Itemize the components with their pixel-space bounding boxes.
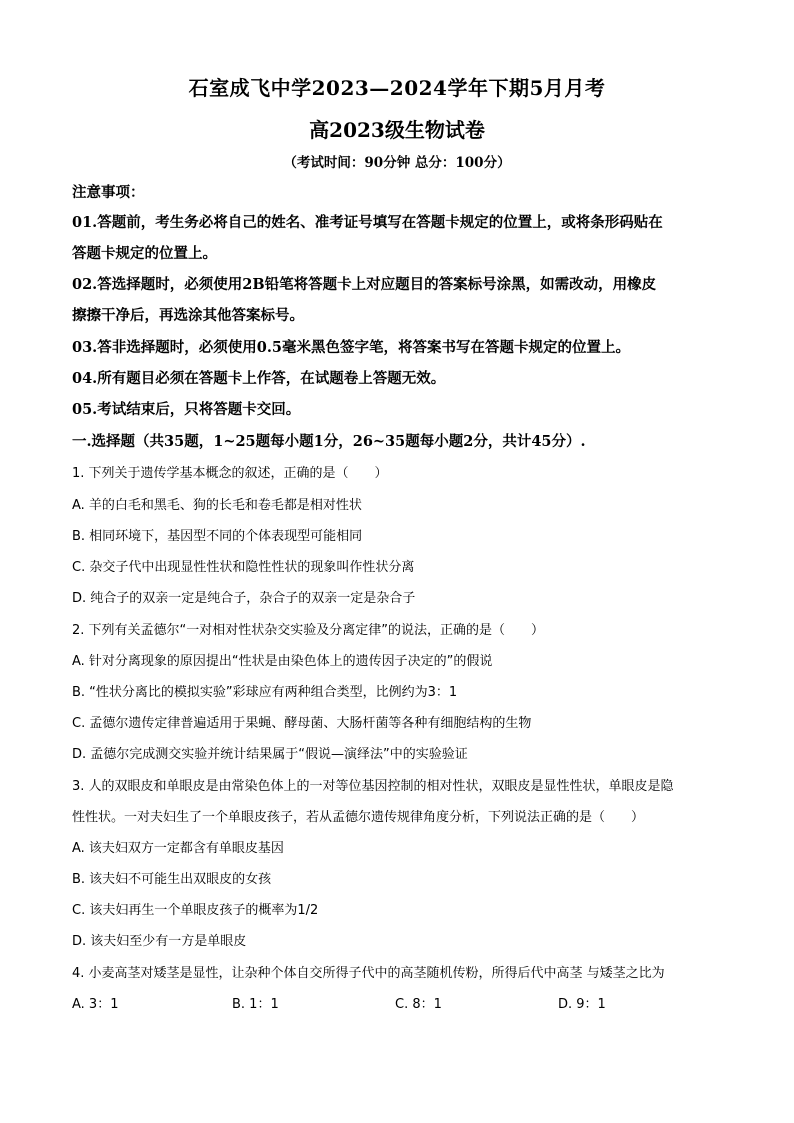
question-option: B. 相同环境下，基因型不同的个体表现型可能相同	[72, 529, 363, 544]
exam-subtitle-grade: 高2023级生物试卷	[309, 118, 485, 142]
question-option: A. 3：1	[72, 997, 119, 1012]
question-option: D. 孟德尔完成测交实验并统计结果属于“假说—演绎法”中的实验验证	[72, 747, 468, 762]
exam-title: 石室成飞中学2023—2024学年下期5月月考	[188, 76, 606, 100]
question-option: A. 羊的白毛和黑毛、狗的长毛和卷毛都是相对性状	[72, 498, 362, 513]
question-stem: 2. 下列有关孟德尔“一对相对性状杂交实验及分离定律”的说法，正确的是（ ）	[72, 623, 545, 638]
question-option: D. 纯合子的双亲一定是纯合子，杂合子的双亲一定是杂合子	[72, 591, 416, 606]
question-option: B. 1：1	[232, 997, 279, 1012]
notice-item: 04.所有题目必须在答题卡上作答，在试题卷上答题无效。	[72, 370, 446, 387]
notice-item: 05.考试结束后，只将答题卡交回。	[72, 401, 301, 418]
notice-heading: 注意事项：	[72, 184, 145, 201]
question-option: B. 该夫妇不可能生出双眼皮的女孩	[72, 872, 272, 887]
notice-item: 擦擦干净后，再选涂其他答案标号。	[72, 307, 304, 324]
notice-item: 01.答题前，考生务必将自己的姓名、准考证号填写在答题卡规定的位置上，或将条形码贴在	[72, 214, 663, 231]
question-option: D. 该夫妇至少有一方是单眼皮	[72, 934, 247, 949]
question-stem: 性性状。一对夫妇生了一个单眼皮孩子，若从孟德尔遗传规律角度分析，下列说法正确的是（ ）	[72, 810, 645, 825]
notice-item: 02.答选择题时，必须使用2B铅笔将答题卡上对应题目的答案标号涂黑，如需改动，用橡皮	[72, 276, 657, 293]
question-option: C. 该夫妇再生一个单眼皮孩子的概率为1/2	[72, 903, 319, 918]
question-option: B. “性状分离比的模拟实验”彩球应有两种组合类型，比例约为3：1	[72, 685, 458, 700]
question-option: D. 9：1	[558, 997, 606, 1012]
section-heading: 一.选择题（共35题，1~25题每小题1分，26~35题每小题2分，共计45分）.	[72, 433, 586, 450]
question-option: C. 杂交子代中出现显性性状和隐性性状的现象叫作性状分离	[72, 560, 415, 575]
question-stem: 3. 人的双眼皮和单眼皮是由常染色体上的一对等位基因控制的相对性状，双眼皮是显性性状，单眼皮是隐	[72, 779, 674, 794]
notice-item: 答题卡规定的位置上。	[72, 245, 217, 262]
question-stem: 4. 小麦高茎对矮茎是显性，让杂种个体自交所得子代中的高茎随机传粉，所得后代中高茎 与矮茎之比为	[72, 966, 665, 981]
question-option: A. 该夫妇双方一定都含有单眼皮基因	[72, 841, 284, 856]
question-option: C. 8：1	[395, 997, 442, 1012]
exam-time-score: （考试时间：90分钟 总分：100分）	[283, 155, 511, 171]
question-option: A. 针对分离现象的原因提出“性状是由染色体上的遗传因子决定的”的假说	[72, 654, 493, 669]
notice-item: 03.答非选择题时，必须使用0.5毫米黑色签字笔，将答案书写在答题卡规定的位置上。	[72, 339, 630, 356]
question-option: C. 孟德尔遗传定律普遍适用于果蝇、酵母菌、大肠杆菌等各种有细胞结构的生物	[72, 716, 532, 731]
question-stem: 1. 下列关于遗传学基本概念的叙述，正确的是（ ）	[72, 466, 388, 481]
